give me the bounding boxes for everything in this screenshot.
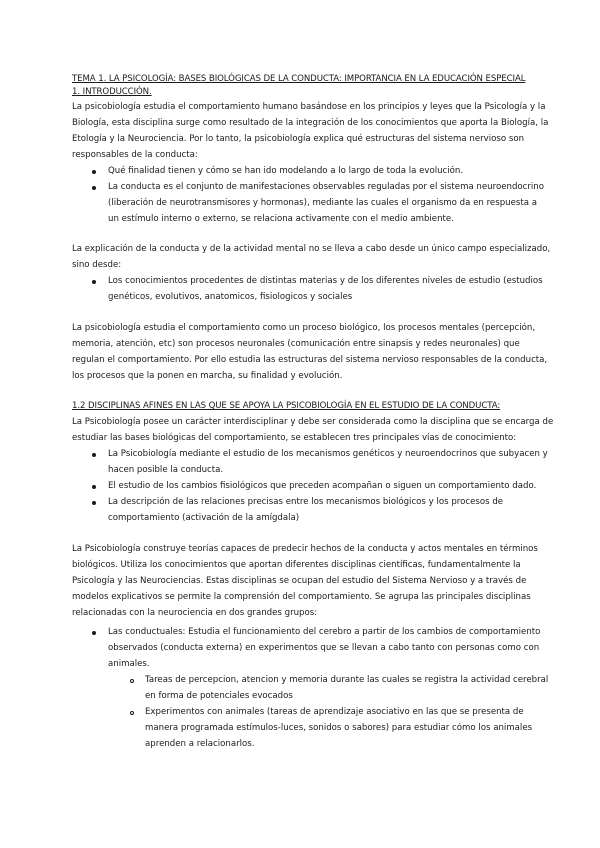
bullet-line: Qué finalidad tienen y cómo se han ido modelando a lo largo de toda la evolución. [108, 166, 464, 176]
paragraph-line: modelos explicativos se permite la comprensión del comportamiento. Se agrupa las principales disciplinas [72, 592, 531, 602]
paragraph-line: La psicobiología estudia el comportamiento como un proceso biológico, los procesos mentales (percepción, [72, 323, 536, 333]
bullet-line: El estudio de los cambios fisiológicos que preceden acompañan o siguen un comportamiento dado. [108, 481, 537, 491]
section-heading-introduccion: 1. INTRODUCCIÓN. [72, 87, 152, 97]
bullet-line: La descripción de las relaciones precisas entre los mecanismos biológicos y los procesos de [108, 497, 504, 507]
bullet-line: un estímulo interno o externo, se relaciona activamente con el medio ambiente. [108, 214, 454, 224]
sub-bullet-line: Experimentos con animales (tareas de aprendizaje asociativo en las que se presenta de [145, 707, 524, 717]
bullet-icon [92, 186, 96, 190]
bullet-line: animales. [108, 659, 150, 669]
bullet-line: genéticos, evolutivos, anatomicos, fisiologicos y sociales [108, 292, 353, 302]
sub-bullet-line: en forma de potenciales evocados [145, 691, 293, 701]
paragraph-line: Psicología y las Neurociencias. Estas disciplinas se ocupan del estudio del Sistema Nervioso y a través de [72, 576, 527, 586]
bullet-line: comportamiento (activación de la amígdala) [108, 513, 300, 523]
sub-bullet-icon [130, 711, 134, 715]
bullet-icon [92, 453, 96, 457]
sub-bullet-icon [130, 679, 134, 683]
bullet-line: hacen posible la conducta. [108, 465, 224, 475]
bullet-line: (liberación de neurotransmisores y hormonas), mediante las cuales el organismo da en respuesta a [108, 198, 537, 208]
paragraph-line: relacionadas con la neurociencia en dos grandes grupos: [72, 608, 318, 618]
intro-line: responsables de la conducta: [72, 150, 198, 160]
sub-bullet-line: Tareas de percepcion, atencion y memoria durante las cuales se registra la actividad cerebral [145, 675, 549, 685]
paragraph-line: memoria, atención, etc) son procesos neuronales (comunicación entre sinapsis y redes neuronales) que [72, 339, 520, 349]
bullet-line: observados (conducta externa) en experimentos que se llevan a cabo tanto con personas como con [108, 643, 540, 653]
bullet-icon [92, 485, 96, 489]
paragraph-line: La explicación de la conducta y de la actividad mental no se lleva a cabo desde un único campo especializado, [72, 244, 551, 254]
bullet-icon [92, 501, 96, 505]
bullet-icon [92, 280, 96, 284]
paragraph-line: La Psicobiología posee un carácter interdisciplinar y debe ser considerada como la disciplina que se encarga de [72, 417, 554, 427]
sub-bullet-line: manera programada estímulos-luces, sonidos o sabores) para estudiar cómo los animales [145, 723, 533, 733]
paragraph-line: estudiar las bases biológicas del comportamiento, se establecen tres principales vías de conocimiento: [72, 433, 517, 443]
bullet-line: Las conductuales: Estudia el funcionamiento del cerebro a partir de los cambios de comportamiento [108, 627, 541, 637]
sub-bullet-line: aprenden a relacionarlos. [145, 739, 255, 749]
section-heading-tema-1: TEMA 1. LA PSICOLOGÍA: BASES BIOLÓGICAS DE LA CONDUCTA: IMPORTANCIA EN LA EDUCACIÓN ESPECIAL [72, 74, 526, 84]
paragraph-line: sino desde: [72, 260, 122, 270]
bullet-icon [92, 170, 96, 174]
bullet-icon [92, 631, 96, 635]
intro-line: Biología, esta disciplina surge como resultado de la integración de los conocimientos que aporta la Biología, la [72, 118, 549, 128]
paragraph-line: los procesos que la ponen en marcha, su finalidad y evolución. [72, 371, 343, 381]
bullet-line: La Psicobiología mediante el estudio de los mecanismos genéticos y neuroendocrinos que subyacen y [108, 449, 548, 459]
intro-line: La psicobiología estudia el comportamiento humano basándose en los principios y leyes que la Psicología y la [72, 102, 546, 112]
bullet-line: Los conocimientos procedentes de distintas materias y de los diferentes niveles de estudio (estudios [108, 276, 543, 286]
intro-line: Etología y la Neurociencia. Por lo tanto, la psicobiología explica qué estructuras del sistema nervioso son [72, 134, 525, 144]
bullet-line: La conducta es el conjunto de manifestaciones observables reguladas por el sistema neuroendocrino [108, 182, 545, 192]
section-heading-disciplinas: 1.2 DISCIPLINAS AFINES EN LAS QUE SE APOYA LA PSICOBIOLOGÍA EN EL ESTUDIO DE LA CONDUCTA: [72, 401, 501, 411]
paragraph-line: biológicos. Utiliza los conocimientos que aportan diferentes disciplinas científicas, fundamentalmente la [72, 560, 521, 570]
paragraph-line: regulan el comportamiento. Por ello estudia las estructuras del sistema nervioso responsables de la conducta, [72, 355, 548, 365]
paragraph-line: La Psicobiología construye teorías capaces de predecir hechos de la conducta y actos mentales en términos [72, 544, 538, 554]
